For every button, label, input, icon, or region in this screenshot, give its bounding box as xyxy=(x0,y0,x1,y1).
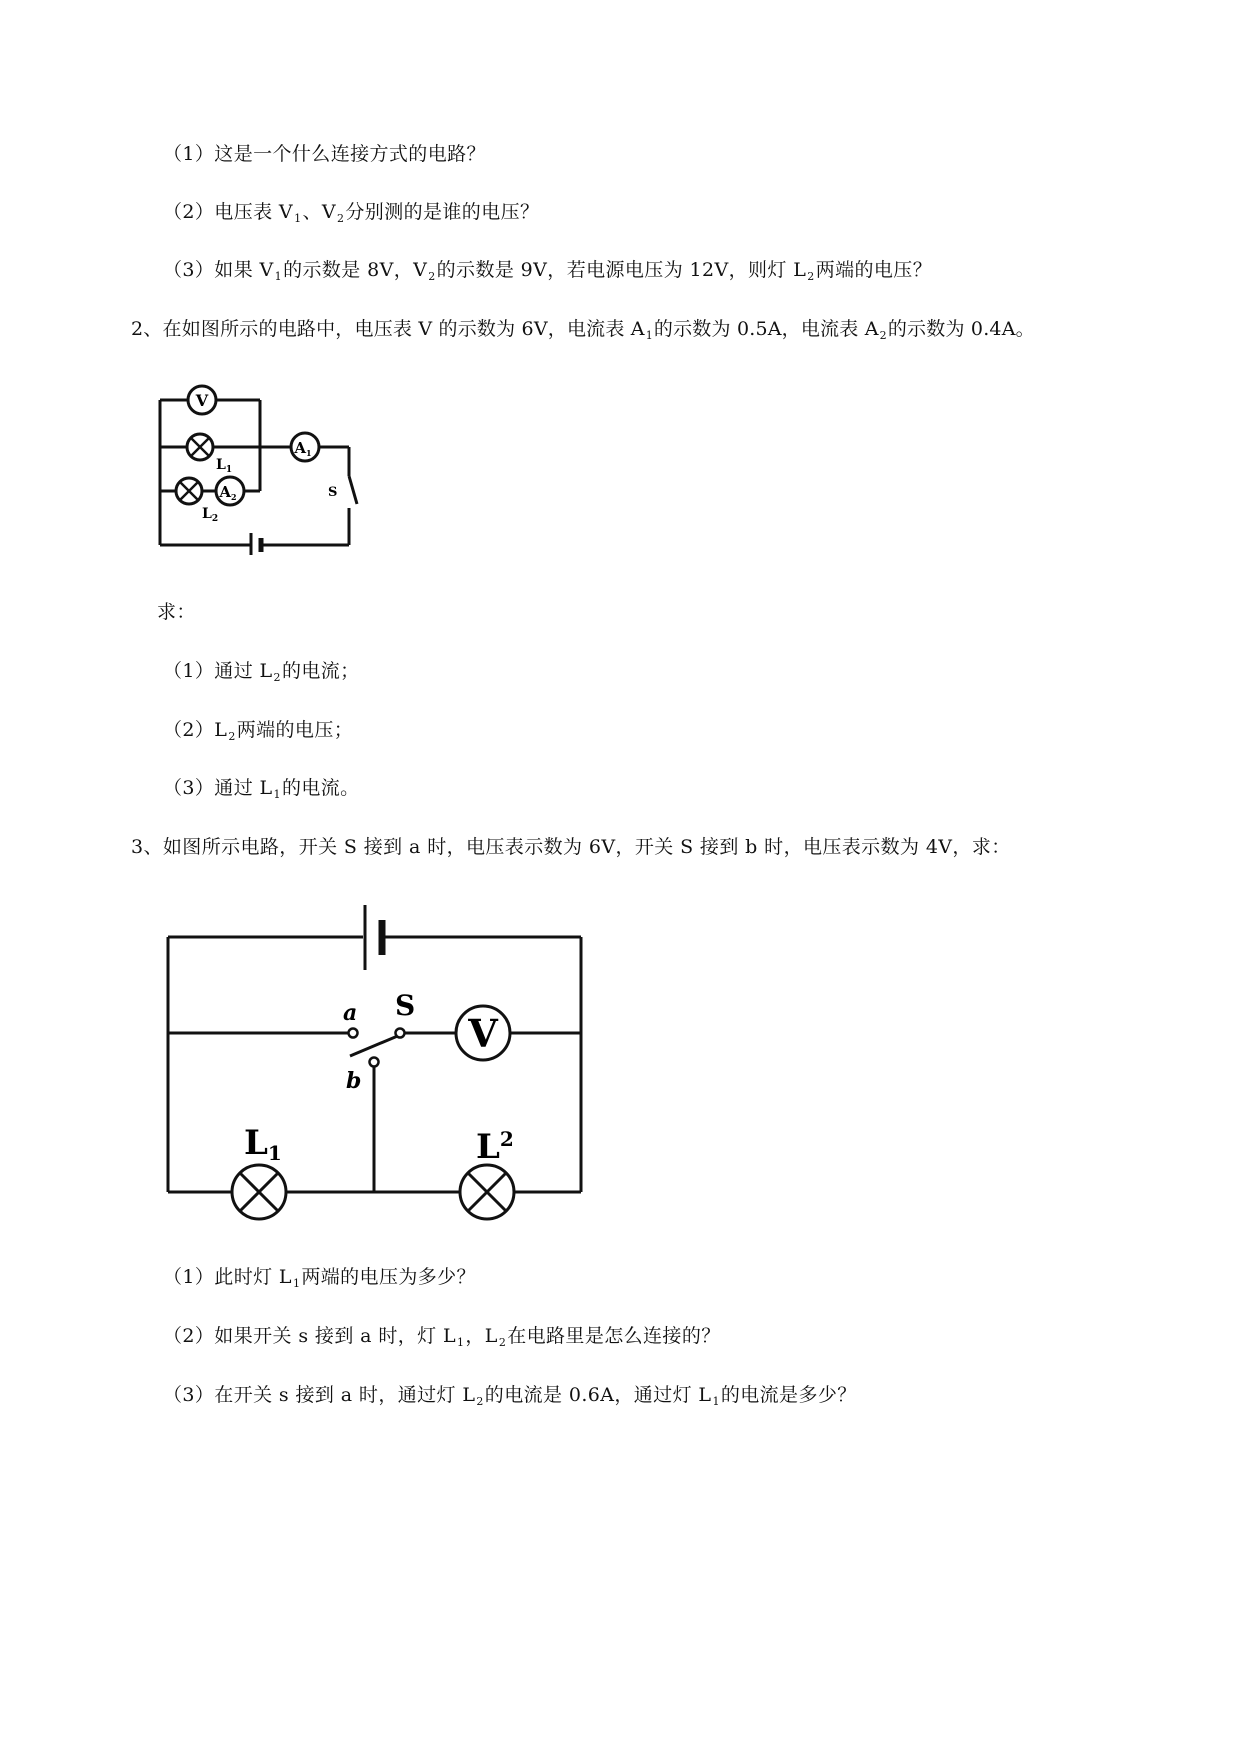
q1-part1: （1）这是一个什么连接方式的电路？ xyxy=(163,143,486,165)
q2-ask: 求： xyxy=(157,601,196,623)
q2-lamp-l2 xyxy=(176,478,202,504)
q2-part2: $(2)L_2$两端的电压； xyxy=(163,719,354,743)
q3-intro: 3、如图所示电路，开关 S 接到 a 时，电压表示数为 6V，开关 S 接到 b 时，电压表示数为 4V，求： xyxy=(131,836,1011,858)
q3-label-b: b xyxy=(346,1068,362,1094)
q3-part3: （3）在开关 s 接到 a 时，通过灯 $L_2$的电流是 0.6A，通过灯 $L_1$的电流是多少？ xyxy=(163,1384,857,1408)
q2-lamp-l1-label: $L_1$ xyxy=(216,457,233,475)
q1-part3: （3）如果 $V_1$的示数是 8V，$V_2$的示数是 9V，若电源电压为 12V，则灯 $L_2$两端的电压？ xyxy=(163,259,933,283)
q3-lamp-l1-label: L1 xyxy=(244,1123,282,1165)
q2-lamp-l2-label: $L_2$ xyxy=(202,506,219,524)
q3-contact-a xyxy=(349,1029,358,1038)
q2-part1: （1）通过 $L_2$的电流； xyxy=(163,660,360,684)
q3-voltmeter xyxy=(456,1006,510,1060)
q3-contact-b xyxy=(370,1058,379,1067)
svg-text:A2: $A_2$ xyxy=(219,483,237,502)
q3-part2: （2）如果开关 s 接到 a 时，灯 $L_1$，$L_2$在电路里是怎么连接的？ xyxy=(163,1325,721,1349)
q2-circuit-diagram xyxy=(150,380,360,555)
q3-switch-pivot xyxy=(396,1029,405,1038)
q3-label-s: S xyxy=(395,989,416,1022)
q3-part1: （1）此时灯 $L_1$两端的电压为多少？ xyxy=(163,1266,476,1290)
q3-circuit-diagram xyxy=(160,900,590,1230)
q2-intro: 2、在如图所示的电路中，电压表 V 的示数为 6V，电流表 $A_1$的示数为 0.5A，电流表 $A_2$的示数为 0.4A。 xyxy=(131,318,1035,342)
q3-lamp-l1 xyxy=(232,1165,286,1219)
q2-switch-label: S xyxy=(328,485,338,500)
q2-ammeter-a1 xyxy=(291,433,319,461)
svg-text:A1: $A_1$ xyxy=(294,439,312,458)
svg-text:V: V xyxy=(195,391,209,410)
q3-label-a: a xyxy=(343,1000,358,1026)
q2-voltmeter xyxy=(188,386,216,414)
q2-lamp-l1 xyxy=(187,434,213,460)
q2-part3: （3）通过 $L_1$的电流。 xyxy=(163,777,360,801)
q3-lamp-l2 xyxy=(460,1165,514,1219)
q3-lamp-l2-label: $L^2$ xyxy=(476,1127,514,1167)
q2-ammeter-a2 xyxy=(216,477,244,505)
q1-part2: （2）电压表 $V_1$、$V_2$分别测的是谁的电压？ xyxy=(163,201,540,225)
svg-text:V: V xyxy=(468,1011,498,1056)
